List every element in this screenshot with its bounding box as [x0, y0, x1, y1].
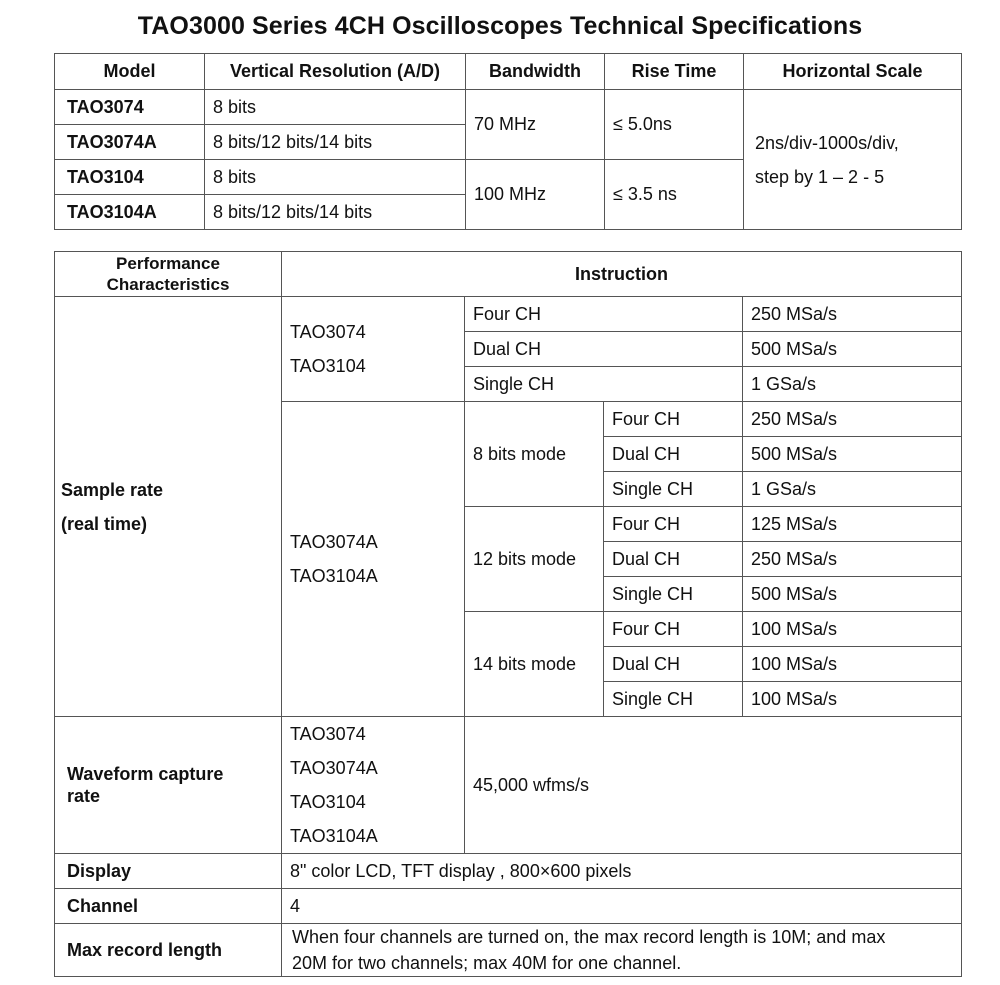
header-bandwidth: Bandwidth — [466, 54, 605, 90]
channel-label: Channel — [55, 889, 282, 924]
table-row — [55, 854, 962, 889]
header-performance-characteristics — [55, 252, 282, 297]
channels-cell: Single CH — [604, 577, 743, 612]
rate-cell: 250 MSa/s — [743, 297, 962, 332]
channel-value: 4 — [282, 889, 962, 924]
performance-table — [54, 251, 962, 977]
header-horizontal-scale: Horizontal Scale — [744, 54, 962, 90]
rate-cell: 500 MSa/s — [743, 332, 962, 367]
channels-cell: Dual CH — [465, 332, 743, 367]
label-line: rate — [67, 786, 101, 806]
model-name: TAO3104A — [290, 566, 378, 586]
table-row — [55, 90, 962, 125]
channels-cell: Dual CH — [604, 647, 743, 682]
model-name: TAO3074 — [290, 322, 366, 342]
page-title: TAO3000 Series 4CH Oscilloscopes Technical Specifications — [137, 12, 863, 40]
label-line: (real time) — [61, 513, 148, 534]
label-line: Sample rate — [61, 479, 164, 500]
header-line: Characteristics — [106, 275, 230, 294]
rate-cell: 1 GSa/s — [743, 472, 962, 507]
header-vertical-resolution: Vertical Resolution (A/D) — [205, 54, 466, 90]
horizontal-scale-cell — [744, 90, 962, 230]
model-spec-table — [54, 53, 962, 230]
rise-time-cell: ≤ 3.5 ns — [605, 160, 744, 230]
max-record-length-label: Max record length — [55, 924, 282, 977]
model-cell: TAO3104A — [55, 195, 205, 230]
table-row — [55, 889, 962, 924]
rate-cell: 100 MSa/s — [743, 647, 962, 682]
channels-cell: Single CH — [465, 367, 743, 402]
model-name: TAO3104 — [290, 356, 366, 376]
rate-cell: 250 MSa/s — [743, 402, 962, 437]
header-rise-time: Rise Time — [605, 54, 744, 90]
table-row — [55, 717, 962, 854]
rate-cell: 100 MSa/s — [743, 612, 962, 647]
rate-cell: 125 MSa/s — [743, 507, 962, 542]
max-record-length-value — [282, 924, 962, 977]
waveform-capture-value: 45,000 wfms/s — [465, 717, 962, 854]
rate-cell: 100 MSa/s — [743, 682, 962, 717]
rate-cell: 500 MSa/s — [743, 577, 962, 612]
channels-cell: Dual CH — [604, 542, 743, 577]
model-group-cell — [282, 717, 465, 854]
value-line: 20M for two channels; max 40M for one channel. — [292, 953, 682, 973]
channels-cell: Single CH — [604, 472, 743, 507]
rate-cell: 1 GSa/s — [743, 367, 962, 402]
rise-time-cell: ≤ 5.0ns — [605, 90, 744, 160]
table-header-row — [55, 252, 962, 297]
display-value: 8" color LCD, TFT display , 800×600 pixels — [282, 854, 962, 889]
resolution-cell: 8 bits — [205, 90, 466, 125]
model-name: TAO3074 — [290, 724, 366, 744]
model-group-cell — [282, 402, 465, 717]
mode-cell: 8 bits mode — [465, 402, 604, 507]
channels-cell: Four CH — [604, 507, 743, 542]
header-line: Performance — [116, 254, 220, 273]
resolution-cell: 8 bits/12 bits/14 bits — [205, 195, 466, 230]
model-group-cell — [282, 297, 465, 402]
mode-cell: 12 bits mode — [465, 507, 604, 612]
rate-cell: 500 MSa/s — [743, 437, 962, 472]
label-line: Waveform capture — [67, 764, 224, 784]
channels-cell: Four CH — [604, 612, 743, 647]
model-cell: TAO3074A — [55, 125, 205, 160]
waveform-capture-label — [55, 717, 282, 854]
resolution-cell: 8 bits/12 bits/14 bits — [205, 125, 466, 160]
channels-cell: Four CH — [465, 297, 743, 332]
bandwidth-cell: 100 MHz — [466, 160, 605, 230]
display-label: Display — [55, 854, 282, 889]
header-model: Model — [55, 54, 205, 90]
model-name: TAO3074A — [290, 758, 378, 778]
mode-cell: 14 bits mode — [465, 612, 604, 717]
sample-rate-label — [55, 297, 282, 717]
horizontal-scale-line: step by 1 – 2 - 5 — [755, 166, 885, 187]
channels-cell: Single CH — [604, 682, 743, 717]
header-instruction: Instruction — [282, 252, 962, 297]
bandwidth-cell: 70 MHz — [466, 90, 605, 160]
model-name: TAO3074A — [290, 532, 378, 552]
channels-cell: Dual CH — [604, 437, 743, 472]
table-row — [55, 924, 962, 977]
model-name: TAO3104 — [290, 792, 366, 812]
table-row — [55, 297, 962, 332]
value-line: When four channels are turned on, the max record length is 10M; and max — [292, 927, 886, 947]
model-cell: TAO3074 — [55, 90, 205, 125]
resolution-cell: 8 bits — [205, 160, 466, 195]
model-name: TAO3104A — [290, 826, 378, 846]
rate-cell: 250 MSa/s — [743, 542, 962, 577]
horizontal-scale-line: 2ns/div-1000s/div, — [755, 132, 899, 153]
channels-cell: Four CH — [604, 402, 743, 437]
table-header-row — [55, 54, 962, 90]
model-cell: TAO3104 — [55, 160, 205, 195]
